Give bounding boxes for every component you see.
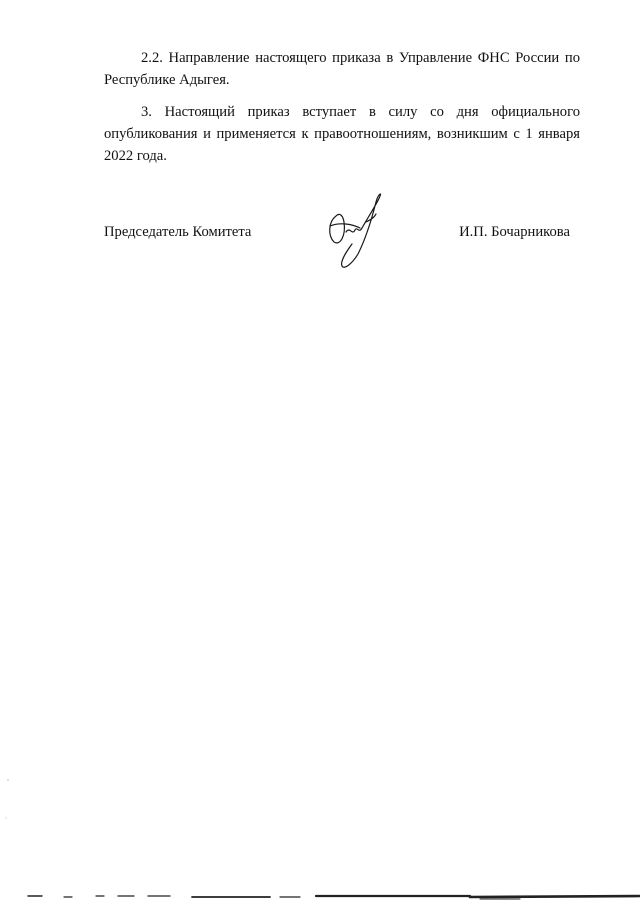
handwritten-signature [322,192,392,274]
paragraph-3-line-2: опубликования и применяется к правоотношениям, возникшим с 1 января [104,126,580,142]
paragraph-3-line-1: 3. Настоящий приказ вступает в силу со дня официального [141,104,580,120]
scan-edge-marks [0,890,640,905]
paragraph-2-2 [104,47,580,91]
paragraph-3-line-3: 2022 года. [104,148,167,164]
paragraph-3 [104,101,580,167]
signatory-title: Председатель Комитета [104,224,252,240]
scan-specks [0,760,20,860]
signatory-name: И.П. Бочарникова [459,224,570,240]
paragraph-2-2-text: 2.2. Направление настоящего приказа в Управление ФНС России по Республике Адыгея. [104,50,580,88]
